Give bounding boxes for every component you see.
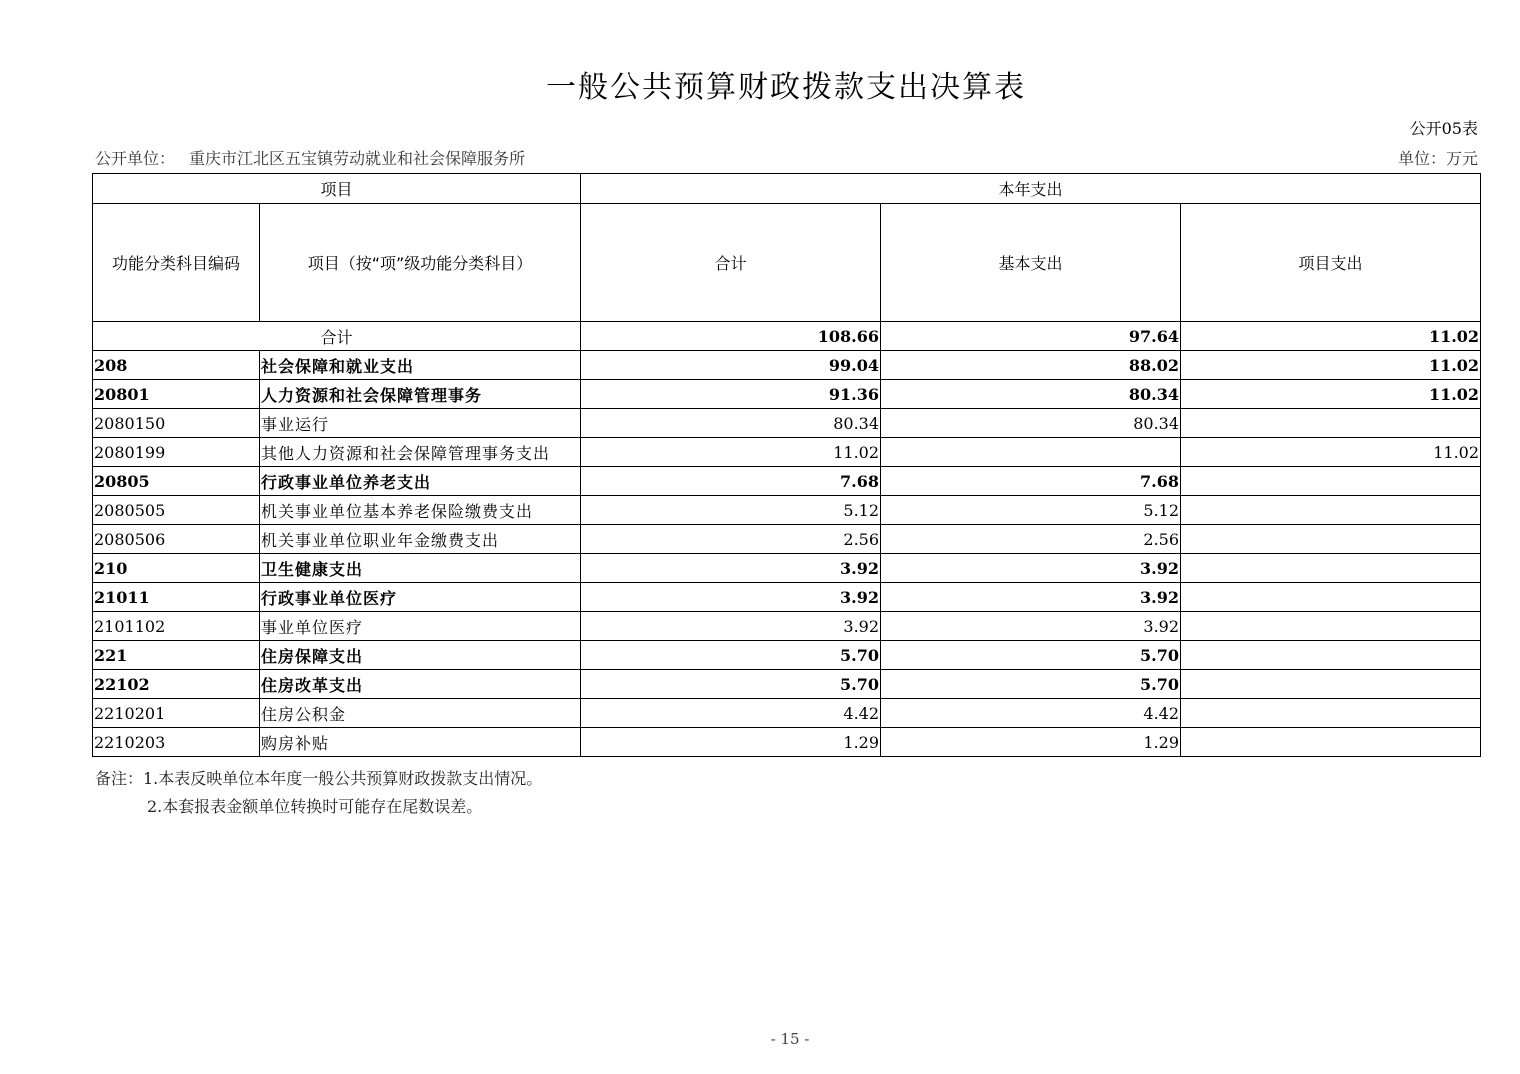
name-cell: 机关事业单位职业年金缴费支出 <box>260 525 581 554</box>
code-cell: 2080505 <box>93 496 260 525</box>
project-cell <box>1181 409 1481 438</box>
basic-cell: 3.92 <box>881 583 1181 612</box>
basic-cell: 5.12 <box>881 496 1181 525</box>
total-cell: 80.34 <box>581 409 881 438</box>
table-row <box>93 467 1481 496</box>
table-row <box>93 670 1481 699</box>
name-cell: 社会保障和就业支出 <box>260 351 581 380</box>
table-row <box>93 612 1481 641</box>
project-cell <box>1181 641 1481 670</box>
basic-cell: 80.34 <box>881 380 1181 409</box>
project-cell <box>1181 728 1481 757</box>
table-row <box>93 496 1481 525</box>
total-cell: 2.56 <box>581 525 881 554</box>
name-cell: 住房公积金 <box>260 699 581 728</box>
project-cell <box>1181 583 1481 612</box>
header-name-col: 项目（按“项”级功能分类科目） <box>260 204 581 322</box>
unit-name: 重庆市江北区五宝镇劳动就业和社会保障服务所 <box>189 149 526 168</box>
name-cell: 事业运行 <box>260 409 581 438</box>
total-cell: 5.70 <box>581 670 881 699</box>
basic-cell: 5.70 <box>881 670 1181 699</box>
code-cell: 22102 <box>93 670 260 699</box>
basic-cell: 5.70 <box>881 641 1181 670</box>
total-project-cell: 11.02 <box>1181 322 1481 351</box>
header-code-col: 功能分类科目编码 <box>93 204 260 322</box>
basic-cell: 88.02 <box>881 351 1181 380</box>
table-code: 公开05表 <box>1409 119 1478 138</box>
total-cell: 7.68 <box>581 467 881 496</box>
name-cell: 购房补贴 <box>260 728 581 757</box>
basic-cell <box>881 438 1181 467</box>
project-cell: 11.02 <box>1181 380 1481 409</box>
table-row <box>93 438 1481 467</box>
page-number: - 15 - <box>770 1030 810 1048</box>
table-row <box>93 699 1481 728</box>
name-cell: 机关事业单位基本养老保险缴费支出 <box>260 496 581 525</box>
code-cell: 21011 <box>93 583 260 612</box>
code-cell: 2101102 <box>93 612 260 641</box>
total-cell: 11.02 <box>581 438 881 467</box>
total-cell: 4.42 <box>581 699 881 728</box>
project-cell <box>1181 699 1481 728</box>
code-cell: 208 <box>93 351 260 380</box>
name-cell: 行政事业单位医疗 <box>260 583 581 612</box>
project-cell: 11.02 <box>1181 351 1481 380</box>
project-cell <box>1181 670 1481 699</box>
name-cell: 其他人力资源和社会保障管理事务支出 <box>260 438 581 467</box>
name-cell: 人力资源和社会保障管理事务 <box>260 380 581 409</box>
project-cell <box>1181 467 1481 496</box>
name-cell: 卫生健康支出 <box>260 554 581 583</box>
table-row <box>93 409 1481 438</box>
basic-cell: 2.56 <box>881 525 1181 554</box>
header-total-col: 合计 <box>581 204 881 322</box>
total-label: 合计 <box>93 322 581 351</box>
project-cell <box>1181 496 1481 525</box>
code-cell: 2210203 <box>93 728 260 757</box>
header-project: 项目 <box>93 174 581 204</box>
header-current-year-expenditure: 本年支出 <box>581 174 1481 204</box>
table-row <box>93 728 1481 757</box>
unit-name-line <box>95 146 525 169</box>
code-cell: 2080199 <box>93 438 260 467</box>
note-line-1: 备注：1.本表反映单位本年度一般公共预算财政拨款支出情况。 <box>95 769 543 788</box>
unit-measure: 单位：万元 <box>1397 149 1478 168</box>
total-cell: 5.70 <box>581 641 881 670</box>
total-cell: 99.04 <box>581 351 881 380</box>
code-cell: 221 <box>93 641 260 670</box>
total-row <box>93 322 1481 351</box>
table-row <box>93 583 1481 612</box>
total-cell: 1.29 <box>581 728 881 757</box>
basic-cell: 3.92 <box>881 554 1181 583</box>
table-row <box>93 351 1481 380</box>
header-project-col: 项目支出 <box>1181 204 1481 322</box>
page-title: 一般公共预算财政拨款支出决算表 <box>546 70 1026 105</box>
basic-cell: 3.92 <box>881 612 1181 641</box>
table-row <box>93 380 1481 409</box>
basic-cell: 1.29 <box>881 728 1181 757</box>
total-cell: 5.12 <box>581 496 881 525</box>
header-basic-col: 基本支出 <box>881 204 1181 322</box>
total-cell: 3.92 <box>581 583 881 612</box>
total-cell: 91.36 <box>581 380 881 409</box>
code-cell: 2080150 <box>93 409 260 438</box>
code-cell: 2080506 <box>93 525 260 554</box>
name-cell: 行政事业单位养老支出 <box>260 467 581 496</box>
table-row <box>93 641 1481 670</box>
code-cell: 20801 <box>93 380 260 409</box>
basic-cell: 80.34 <box>881 409 1181 438</box>
project-cell <box>1181 612 1481 641</box>
table-row <box>93 554 1481 583</box>
expenditure-table <box>92 173 1481 757</box>
unit-label: 公开单位： <box>95 149 176 168</box>
name-cell: 住房保障支出 <box>260 641 581 670</box>
name-cell: 事业单位医疗 <box>260 612 581 641</box>
table-row <box>93 525 1481 554</box>
project-cell: 11.02 <box>1181 438 1481 467</box>
name-cell: 住房改革支出 <box>260 670 581 699</box>
basic-cell: 7.68 <box>881 467 1181 496</box>
project-cell <box>1181 525 1481 554</box>
note-line-2: 2.本套报表金额单位转换时可能存在尾数误差。 <box>147 797 483 816</box>
code-cell: 2210201 <box>93 699 260 728</box>
total-sum-cell: 108.66 <box>581 322 881 351</box>
project-cell <box>1181 554 1481 583</box>
code-cell: 210 <box>93 554 260 583</box>
total-cell: 3.92 <box>581 612 881 641</box>
notes <box>95 765 542 821</box>
total-basic-cell: 97.64 <box>881 322 1181 351</box>
code-cell: 20805 <box>93 467 260 496</box>
total-cell: 3.92 <box>581 554 881 583</box>
basic-cell: 4.42 <box>881 699 1181 728</box>
